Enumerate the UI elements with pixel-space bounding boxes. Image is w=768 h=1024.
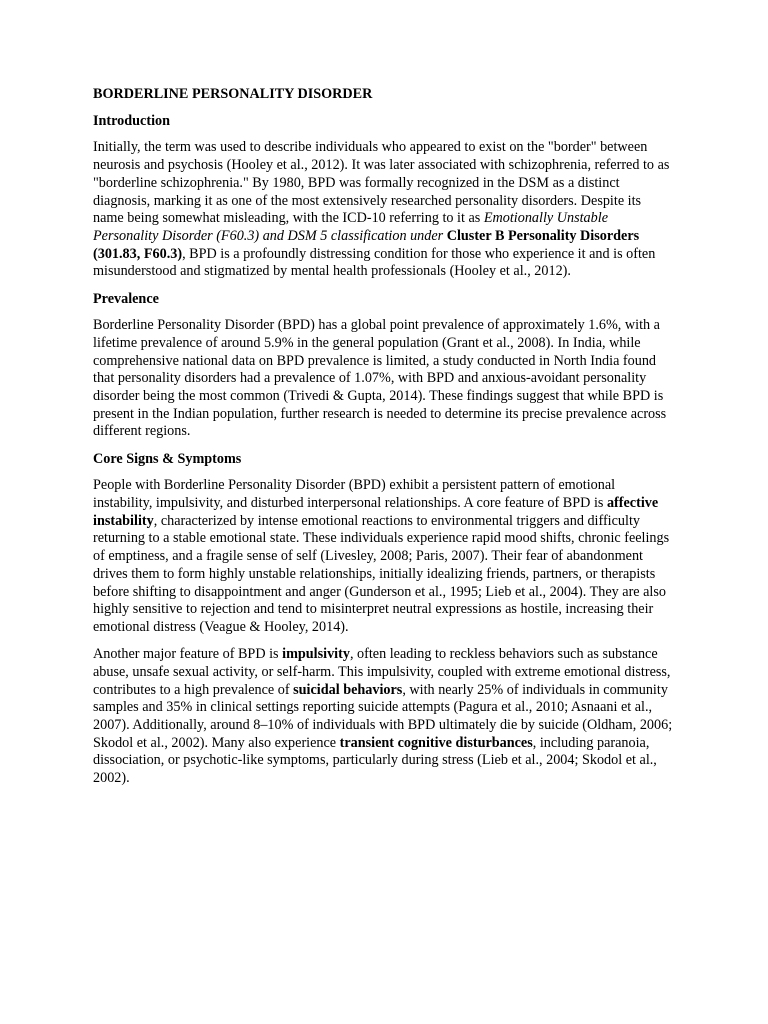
document-page xyxy=(93,86,675,797)
bold-term: Cluster B Personality Disorders (301.83, F60.3) xyxy=(93,227,640,262)
text-run: Another major feature of BPD is xyxy=(93,646,283,663)
italic-text: Emotionally Unstable Personality Disorder (F60.3) and DSM 5 classification under xyxy=(93,210,608,244)
section-heading: Introduction xyxy=(93,112,170,129)
text-run: Borderline Personality Disorder (BPD) has a global point prevalence of approximately 1.6%, with a lifetime prevalence of around 5.9% in the general population (Grant et al., 2008). In India, while comprehensive national data on BPD prevalence is limited, a study conducted in North India found that personality disorders had a prevalence of 1.07%, with BPD and anxious-avoidant personality disorder being the most common (Trivedi & Gupta, 2014). These findings suggest that while BPD is present in the Indian population, further research is needed to determine its precise prevalence across different regions. xyxy=(93,317,667,440)
section-paragraph xyxy=(93,317,675,441)
text-run: , characterized by intense emotional reactions to environmental triggers and difficulty returning to a stable emotional state. These individuals experience rapid mood shifts, chronic feelings of emptiness, and a fragile sense of self (Livesley, 2008; Paris, 2007). Their fear of abandonment drives them to form highly unstable relationships, initially idealizing friends, partners, or therapists before shifting to disappointment and anger (Gunderson et al., 1995; Lieb et al., 2004). They are also highly sensitive to rejection and tend to misinterpret neutral expressions as hostile, increasing their emotional distress (Veague & Hooley, 2014). xyxy=(93,512,670,635)
document-title: BORDERLINE PERSONALITY DISORDER xyxy=(93,86,373,102)
bold-term: impulsivity xyxy=(282,646,350,663)
text-run: , often leading to reckless behaviors such as substance abuse, unsafe sexual activity, or self-harm. This impulsivity, coupled with extreme emotional distress, contributes to a high prevalence of xyxy=(93,646,671,698)
text-run: Initially, the term was used to describe individuals who appeared to exist on the "border" between neurosis and psychosis (Hooley et al., 2012). It was later associated with schizophrenia, referred to as "borderline schizophrenia." By 1980, BPD was formally recognized in the DSM as a distinct diagnosis, marking it as one of the most extensively researched personality disorders. Despite its name being somewhat misleading, with the ICD-10 referring to it as xyxy=(93,139,670,227)
bold-term: transient cognitive disturbances xyxy=(339,734,533,751)
text-run: People with Borderline Personality Disorder (BPD) exhibit a persistent pattern of emotional instability, impulsivity, and disturbed interpersonal relationships. A core feature of BPD is xyxy=(93,477,616,512)
bold-term: suicidal behaviors xyxy=(293,681,403,698)
section-paragraph xyxy=(93,139,675,281)
text-run: , BPD is a profoundly distressing condition for those who experience it and is often misunderstood and stigmatized by mental health professionals (Hooley et al., 2012). xyxy=(93,245,656,280)
section-heading: Core Signs & Symptoms xyxy=(93,450,242,467)
section-paragraph xyxy=(93,477,675,636)
text-run: , including paranoia, dissociation, or psychotic-like symptoms, particularly during stress (Lieb et al., 2004; Skodol et al., 2002). xyxy=(93,734,657,787)
bold-term: affective instability xyxy=(93,495,659,529)
text-run: , with nearly 25% of individuals in community samples and 35% in clinical settings reporting suicide attempts (Pagura et al., 2010; Asnaani et al., 2007). Additionally, around 8–10% of individuals with BPD ultimately die by suicide (Oldham, 2006; Skodol et al., 2002). Many also experience xyxy=(93,681,673,751)
document-body xyxy=(93,113,675,788)
section-paragraph xyxy=(93,646,675,788)
section-heading: Prevalence xyxy=(93,290,159,307)
